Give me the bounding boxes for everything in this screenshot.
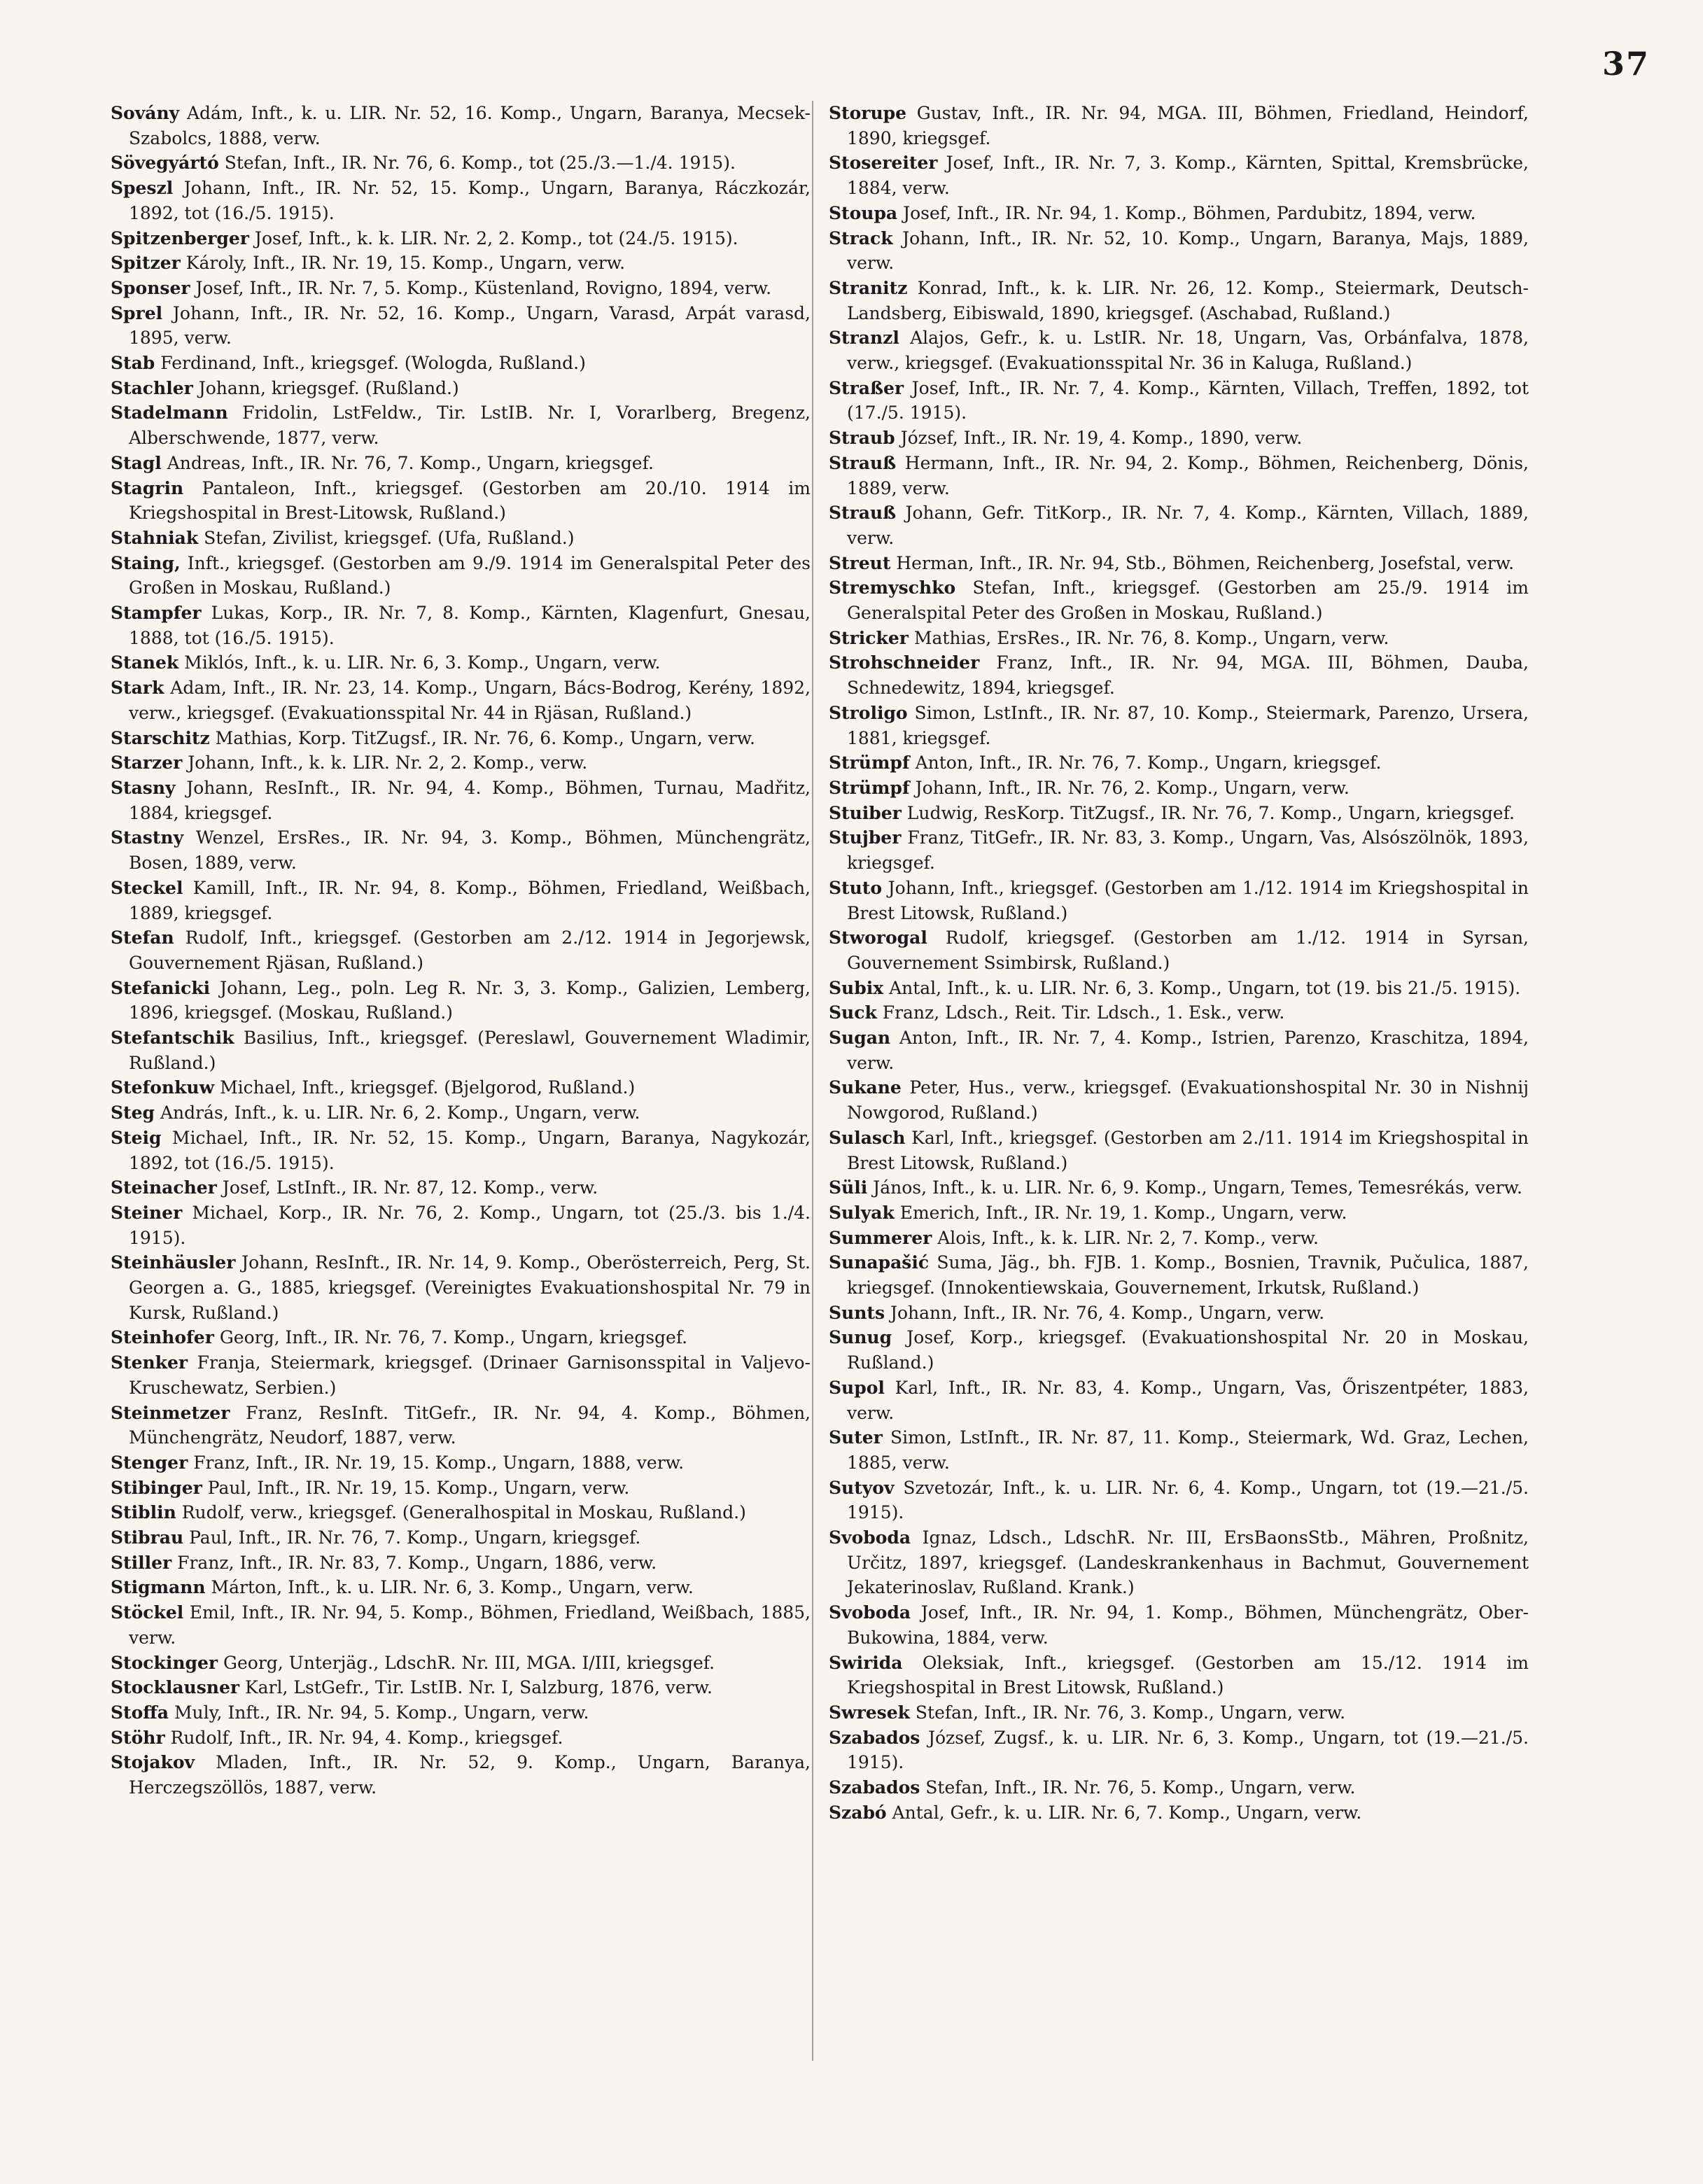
list-item [829, 750, 1529, 776]
list-item [111, 1126, 811, 1175]
entry-surname: Stasny [111, 777, 176, 798]
entry-details: Konrad, Inft., k. k. LIR. Nr. 26, 12. Komp., Steiermark, Deutsch-Landsberg, Eibiswald, 1890, kriegsgef. (Aschabad, Rußland.) [847, 277, 1529, 323]
list-item [111, 1026, 811, 1075]
list-item [111, 276, 811, 301]
right-column [829, 101, 1529, 1826]
entry-surname: Stujber [829, 827, 902, 848]
list-item [829, 551, 1529, 576]
entry-details: Johann, Inft., IR. Nr. 52, 16. Komp., Ungarn, Varasd, Arpát varasd, 1895, verw. [129, 302, 811, 349]
page-number: 37 [1602, 45, 1650, 83]
list-item [111, 825, 811, 875]
list-item [829, 326, 1529, 375]
list-item [111, 526, 811, 551]
entry-surname: Stenker [111, 1352, 188, 1373]
list-item [111, 925, 811, 975]
entry-surname: Stocklausner [111, 1677, 240, 1698]
entry-details: Rudolf, Inft., kriegsgef. (Gestorben am 2./12. 1914 in Jegorjewsk, Gouvernement Rjäsan, Rußland.) [129, 927, 811, 973]
entry-surname: Starschitz [111, 727, 210, 748]
entry-details: Stefan, Zivilist, kriegsgef. (Ufa, Rußland.) [198, 527, 575, 548]
list-item [111, 376, 811, 401]
list-item [111, 150, 811, 176]
entry-surname: Stockinger [111, 1652, 218, 1673]
entry-details: Antal, Inft., k. u. LIR. Nr. 6, 3. Komp., Ungarn, tot (19. bis 21./5. 1915). [883, 977, 1521, 998]
entry-surname: Stastny [111, 827, 184, 848]
list-item [111, 1525, 811, 1550]
entry-details: József, Inft., IR. Nr. 19, 4. Komp., 1890, verw. [895, 428, 1303, 449]
entry-details: Johann, Inft., k. k. LIR. Nr. 2, 2. Komp., verw. [182, 752, 588, 774]
entry-surname: Stranzl [829, 328, 899, 349]
entry-surname: Strohschneider [829, 652, 980, 673]
entry-details: Josef, Korp., kriegsgef. (Evakuationshospital Nr. 20 in Moskau, Rußland.) [847, 1327, 1529, 1373]
entry-details: Stefan, Inft., IR. Nr. 76, 3. Komp., Ungarn, verw. [909, 1702, 1346, 1723]
entry-surname: Stachler [111, 377, 193, 398]
entry-surname: Strauß [829, 503, 897, 524]
entry-surname: Sunug [829, 1327, 892, 1348]
entry-surname: Subix [829, 977, 884, 998]
list-item [111, 301, 811, 351]
entry-surname: Straßer [829, 377, 904, 398]
list-item [111, 1075, 811, 1100]
entry-surname: Spitzer [111, 253, 181, 274]
list-item [111, 1575, 811, 1600]
entry-details: Rudolf, verw., kriegsgef. (Generalhospital in Moskau, Rußland.) [176, 1502, 746, 1523]
entry-surname: Svoboda [829, 1527, 911, 1548]
list-item [111, 1450, 811, 1476]
entry-surname: Steig [111, 1127, 162, 1148]
list-item [829, 825, 1529, 875]
entry-details: Johann, ResInft., IR. Nr. 14, 9. Komp., Oberösterreich, Perg, St. Georgen a. G., 1885, kriegsgef. (Vereinigtes Evakuationshospital Nr. 79 in Kursk, Rußland.) [129, 1252, 811, 1323]
entry-surname: Speszl [111, 178, 174, 199]
entry-surname: Szabó [829, 1802, 887, 1823]
entry-details: Pantaleon, Inft., kriegsgef. (Gestorben am 20./10. 1914 im Kriegshospital in Brest-Litowsk, Rußland.) [129, 477, 811, 524]
entry-details: Wenzel, ErsRes., IR. Nr. 94, 3. Komp., Böhmen, Münchengrätz, Bosen, 1889, verw. [129, 827, 811, 874]
entry-surname: Supol [829, 1377, 885, 1398]
entry-surname: Stroligo [829, 702, 908, 723]
entry-details: Kamill, Inft., IR. Nr. 94, 8. Komp., Böhmen, Friedland, Weißbach, 1889, kriegsgef. [129, 877, 811, 923]
entry-surname: Steinhäusler [111, 1252, 236, 1273]
entry-details: Josef, LstInft., IR. Nr. 87, 12. Komp., verw. [216, 1177, 598, 1198]
entry-details: József, Zugsf., k. u. LIR. Nr. 6, 3. Komp., Ungarn, tot (19.—21./5. 1915). [847, 1727, 1529, 1773]
list-item [829, 1651, 1529, 1700]
entry-details: Ferdinand, Inft., kriegsgef. (Wologda, Rußland.) [155, 353, 586, 374]
entry-details: Franz, Inft., IR. Nr. 83, 7. Komp., Ungarn, 1886, verw. [171, 1552, 657, 1573]
list-item [111, 1175, 811, 1200]
list-item [111, 251, 811, 276]
entry-surname: Streut [829, 552, 891, 573]
entry-surname: Suck [829, 1002, 877, 1023]
list-item [111, 476, 811, 526]
entry-surname: Strümpf [829, 752, 910, 774]
entry-details: Inft., kriegsgef. (Gestorben am 9./9. 1914 im Generalspital Peter des Großen in Moskau, Rußland.) [129, 552, 811, 598]
list-item [829, 650, 1529, 700]
list-item [111, 1726, 811, 1751]
list-item [829, 1425, 1529, 1475]
list-item [829, 1525, 1529, 1600]
list-item [829, 976, 1529, 1001]
entry-details: András, Inft., k. u. LIR. Nr. 6, 2. Komp., Ungarn, verw. [155, 1102, 640, 1124]
entry-surname: Stosereiter [829, 153, 938, 174]
list-item [111, 1476, 811, 1501]
entry-surname: Stark [111, 678, 164, 699]
entry-surname: Stiblin [111, 1502, 176, 1523]
entry-details: Johann, Gefr. TitKorp., IR. Nr. 7, 4. Komp., Kärnten, Villach, 1889, verw. [847, 503, 1529, 548]
entry-details: Franz, ResInft. TitGefr., IR. Nr. 94, 4. Komp., Böhmen, Münchengrätz, Neudorf, 1887, verw. [129, 1402, 811, 1448]
entry-surname: Stigmann [111, 1577, 206, 1598]
entry-surname: Stuto [829, 877, 883, 898]
list-item [829, 1600, 1529, 1650]
list-item [829, 150, 1529, 200]
list-item [829, 1226, 1529, 1251]
list-item [111, 650, 811, 676]
entry-details: Johann, kriegsgef. (Rußland.) [192, 377, 459, 398]
entry-surname: Steckel [111, 877, 183, 898]
entry-details: Mathias, Korp. TitZugsf., IR. Nr. 76, 6. Komp., Ungarn, verw. [209, 727, 755, 748]
entry-surname: Sulasch [829, 1127, 906, 1148]
entry-details: Herman, Inft., IR. Nr. 94, Stb., Böhmen, Reichenberg, Josefstal, verw. [890, 552, 1515, 573]
list-item [111, 1325, 811, 1350]
entry-details: Karl, LstGefr., Tir. LstIB. Nr. I, Salzburg, 1876, verw. [239, 1677, 713, 1698]
entry-details: Adam, Inft., IR. Nr. 23, 14. Komp., Ungarn, Bács-Bodrog, Kerény, 1892, verw., kriegsgef. (Evakuationsspital Nr. 44 in Rjäsan, Rußland.) [129, 678, 811, 723]
entry-details: Johann, Inft., IR. Nr. 76, 4. Komp., Ungarn, verw. [885, 1302, 1325, 1323]
list-item [111, 551, 811, 601]
entry-details: Rudolf, kriegsgef. (Gestorben am 1./12. 1914 in Syrsan, Gouvernement Ssimbirsk, Rußland.) [847, 927, 1529, 973]
list-item [829, 925, 1529, 975]
entry-surname: Stöhr [111, 1727, 165, 1748]
list-item [829, 500, 1529, 550]
entry-surname: Stoupa [829, 202, 898, 223]
list-item [829, 1700, 1529, 1726]
entry-surname: Stenger [111, 1452, 188, 1473]
entry-surname: Sulyak [829, 1202, 895, 1223]
entry-details: Franz, Ldsch., Reit. Tir. Ldsch., 1. Esk., verw. [876, 1002, 1285, 1023]
entry-details: Emerich, Inft., IR. Nr. 19, 1. Komp., Ungarn, verw. [894, 1202, 1347, 1223]
entry-surname: Stremyschko [829, 578, 956, 598]
list-item [111, 1401, 811, 1450]
entry-surname: Stiller [111, 1552, 172, 1573]
entry-details: Miklós, Inft., k. u. LIR. Nr. 6, 3. Komp., Ungarn, verw. [178, 652, 661, 673]
entry-surname: Stöckel [111, 1602, 184, 1623]
list-item [829, 1476, 1529, 1525]
entry-details: Michael, Inft., kriegsgef. (Bjelgorod, Rußland.) [214, 1077, 636, 1098]
list-item [829, 376, 1529, 426]
entry-surname: Stampfer [111, 603, 202, 624]
entry-details: Simon, LstInft., IR. Nr. 87, 10. Komp., Steiermark, Parenzo, Ursera, 1881, kriegsgef. [847, 702, 1529, 748]
list-item [111, 776, 811, 825]
list-item [829, 1075, 1529, 1125]
list-item [111, 1750, 811, 1800]
list-item [111, 101, 811, 150]
list-item [111, 1100, 811, 1126]
entry-details: Josef, Inft., IR. Nr. 94, 1. Komp., Böhmen, Pardubitz, 1894, verw. [897, 202, 1476, 223]
entry-surname: Straub [829, 428, 895, 449]
entry-surname: Storupe [829, 103, 907, 123]
entry-details: Adám, Inft., k. u. LIR. Nr. 52, 16. Komp., Ungarn, Baranya, Mecsek-Szabolcs, 1888, verw. [129, 103, 811, 148]
entry-details: Szvetozár, Inft., k. u. LIR. Nr. 6, 4. Komp., Ungarn, tot (19.—21./5. 1915). [847, 1477, 1529, 1523]
entry-details: Johann, ResInft., IR. Nr. 94, 4. Komp., Böhmen, Turnau, Madřitz, 1884, kriegsgef. [129, 777, 811, 823]
entry-details: Muly, Inft., IR. Nr. 94, 5. Komp., Ungarn, verw. [169, 1702, 589, 1723]
column-divider [812, 101, 813, 2061]
entry-surname: Steinacher [111, 1177, 217, 1198]
entry-surname: Stricker [829, 627, 909, 648]
entry-surname: Suter [829, 1427, 883, 1448]
entry-details: Franz, Inft., IR. Nr. 19, 15. Komp., Ungarn, 1888, verw. [188, 1452, 685, 1473]
entry-details: Josef, Inft., IR. Nr. 7, 5. Komp., Küstenland, Rovigno, 1894, verw. [190, 277, 772, 298]
list-item [111, 226, 811, 251]
list-item [829, 1726, 1529, 1775]
list-item [111, 876, 811, 925]
entry-surname: Swirida [829, 1652, 903, 1673]
list-item [829, 1250, 1529, 1300]
list-item [829, 701, 1529, 750]
list-item [829, 1000, 1529, 1026]
entry-surname: Steg [111, 1102, 155, 1124]
entry-surname: Sövegyártó [111, 153, 219, 174]
list-item [111, 1350, 811, 1400]
entry-details: Lukas, Korp., IR. Nr. 7, 8. Komp., Kärnten, Klagenfurt, Gnesau, 1888, tot (16./5. 1915). [129, 603, 811, 648]
entry-details: Johann, Leg., poln. Leg R. Nr. 3, 3. Komp., Galizien, Lemberg, 1896, kriegsgef. (Moskau, Rußland.) [129, 977, 811, 1023]
list-item [829, 801, 1529, 826]
entry-surname: Stoffa [111, 1702, 169, 1723]
entry-surname: Süli [829, 1177, 868, 1198]
entry-surname: Stworogal [829, 927, 927, 948]
list-item [829, 226, 1529, 276]
entry-details: Franz, Inft., IR. Nr. 94, MGA. III, Böhmen, Dauba, Schnedewitz, 1894, kriegsgef. [847, 652, 1529, 699]
entry-details: Paul, Inft., IR. Nr. 76, 7. Komp., Ungarn, kriegsgef. [183, 1527, 641, 1548]
list-item [829, 1800, 1529, 1826]
entry-surname: Sunts [829, 1302, 885, 1323]
list-item [111, 451, 811, 476]
entry-details: Andreas, Inft., IR. Nr. 76, 7. Komp., Ungarn, kriegsgef. [161, 452, 654, 473]
entry-details: Peter, Hus., verw., kriegsgef. (Evakuationshospital Nr. 30 in Nishnij Nowgorod, Rußland.) [847, 1077, 1529, 1124]
entry-surname: Sugan [829, 1028, 891, 1049]
entry-surname: Stahniak [111, 527, 199, 548]
entry-details: Alajos, Gefr., k. u. LstIR. Nr. 18, Ungarn, Vas, Orbánfalva, 1878, verw., kriegsgef. (Evakuationsspital Nr. 36 in Kaluga, Rußland.) [847, 328, 1529, 374]
entry-details: Károly, Inft., IR. Nr. 19, 15. Komp., Ungarn, verw. [180, 253, 626, 274]
entry-surname: Stefanicki [111, 977, 211, 998]
list-item [829, 876, 1529, 925]
entry-details: Mathias, ErsRes., IR. Nr. 76, 8. Komp., Ungarn, verw. [908, 627, 1389, 648]
entry-surname: Stojakov [111, 1752, 195, 1773]
list-item [829, 626, 1529, 651]
entry-surname: Staing, [111, 552, 181, 573]
list-item [829, 276, 1529, 326]
list-item [111, 1700, 811, 1726]
entry-surname: Sunapašić [829, 1252, 930, 1273]
entry-surname: Stagl [111, 452, 162, 473]
entry-details: Paul, Inft., IR. Nr. 19, 15. Komp., Ungarn, verw. [202, 1477, 630, 1498]
list-item [111, 976, 811, 1026]
entry-details: Josef, Inft., k. k. LIR. Nr. 2, 2. Komp., tot (24./5. 1915). [248, 227, 738, 248]
entry-details: Ludwig, ResKorp. TitZugsf., IR. Nr. 76, 7. Komp., Ungarn, kriegsgef. [901, 802, 1515, 823]
entry-surname: Stibinger [111, 1477, 202, 1498]
list-item [829, 201, 1529, 226]
entry-surname: Steinhofer [111, 1327, 214, 1348]
entry-surname: Steinmetzer [111, 1402, 230, 1423]
list-item [111, 1651, 811, 1676]
entry-details: Michael, Korp., IR. Nr. 76, 2. Komp., Ungarn, tot (25./3. bis 1./4. 1915). [129, 1202, 811, 1248]
list-item [111, 1600, 811, 1650]
list-item [111, 1675, 811, 1700]
entry-details: Fridolin, LstFeldw., Tir. LstIB. Nr. I, Vorarlberg, Bregenz, Alberschwende, 1877, verw. [129, 402, 811, 449]
entry-surname: Stadelmann [111, 402, 228, 424]
entry-details: Gustav, Inft., IR. Nr. 94, MGA. III, Böhmen, Friedland, Heindorf, 1890, kriegsgef. [847, 103, 1529, 148]
list-item [829, 1175, 1529, 1200]
list-item [829, 1775, 1529, 1800]
entry-surname: Stagrin [111, 477, 184, 498]
entry-details: Georg, Unterjäg., LdschR. Nr. III, MGA. I/III, kriegsgef. [218, 1652, 715, 1673]
entry-details: Rudolf, Inft., IR. Nr. 94, 4. Komp., kriegsgef. [164, 1727, 563, 1748]
list-item [829, 1200, 1529, 1226]
list-item [111, 750, 811, 776]
list-item [111, 726, 811, 751]
list-item [111, 1200, 811, 1250]
entry-surname: Spitzenberger [111, 227, 249, 248]
entry-details: Franja, Steiermark, kriegsgef. (Drinaer Garnisonsspital in Valjevo-Kruschewatz, Serbien.) [129, 1352, 811, 1398]
entry-details: Márton, Inft., k. u. LIR. Nr. 6, 3. Komp., Ungarn, verw. [205, 1577, 694, 1598]
entry-details: János, Inft., k. u. LIR. Nr. 6, 9. Komp., Ungarn, Temes, Temesrékás, verw. [867, 1177, 1522, 1198]
entry-details: Josef, Inft., IR. Nr. 94, 1. Komp., Böhmen, Münchengrätz, Ober-Bukowina, 1884, verw. [847, 1602, 1529, 1648]
entry-surname: Stefan [111, 927, 174, 948]
list-item [111, 351, 811, 376]
entry-surname: Stibrau [111, 1527, 184, 1548]
list-item [829, 1325, 1529, 1375]
entry-details: Johann, Inft., IR. Nr. 52, 15. Komp., Ungarn, Baranya, Ráczkozár, 1892, tot (16./5. 1915). [129, 178, 811, 223]
list-item [829, 426, 1529, 451]
entry-details: Alois, Inft., k. k. LIR. Nr. 2, 7. Komp., verw. [932, 1227, 1319, 1248]
entry-details: Georg, Inft., IR. Nr. 76, 7. Komp., Ungarn, kriegsgef. [213, 1327, 688, 1348]
list-item [111, 1550, 811, 1576]
entry-details: Basilius, Inft., kriegsgef. (Pereslawl, Gouvernement Wladimir, Rußland.) [129, 1028, 811, 1073]
list-item [111, 1500, 811, 1525]
list-item [111, 676, 811, 725]
entry-details: Antal, Gefr., k. u. LIR. Nr. 6, 7. Komp., Ungarn, verw. [886, 1802, 1362, 1823]
entry-surname: Strümpf [829, 777, 910, 798]
list-item [829, 776, 1529, 801]
entry-surname: Sutyov [829, 1477, 895, 1498]
entry-surname: Szabados [829, 1777, 920, 1798]
entry-details: Karl, Inft., IR. Nr. 83, 4. Komp., Ungarn, Vas, Őriszentpéter, 1883, verw. [847, 1377, 1529, 1423]
list-item [829, 451, 1529, 500]
entry-surname: Stranitz [829, 277, 908, 298]
entry-details: Stefan, Inft., kriegsgef. (Gestorben am 25./9. 1914 im Generalspital Peter des Großen in Moskau, Rußland.) [847, 578, 1529, 624]
entry-details: Ignaz, Ldsch., LdschR. Nr. III, ErsBaonsStb., Mähren, Proßnitz, Určitz, 1897, kriegsgef. (Landeskrankenhaus in Bachmut, Gouvernement Jekaterinoslav, Rußland. Krank.) [847, 1527, 1529, 1598]
entry-surname: Strauß [829, 452, 897, 473]
entry-surname: Summerer [829, 1227, 932, 1248]
entry-details: Johann, Inft., IR. Nr. 52, 10. Komp., Ungarn, Baranya, Majs, 1889, verw. [847, 227, 1529, 274]
entry-surname: Starzer [111, 752, 183, 774]
entry-details: Johann, Inft., IR. Nr. 76, 2. Komp., Ungarn, verw. [909, 777, 1350, 798]
entry-surname: Sponser [111, 277, 190, 298]
entry-details: Franz, TitGefr., IR. Nr. 83, 3. Komp., Ungarn, Vas, Alsószölnök, 1893, kriegsgef. [847, 827, 1529, 874]
entry-details: Josef, Inft., IR. Nr. 7, 4. Komp., Kärnten, Villach, Treffen, 1892, tot (17./5. 1915). [847, 377, 1529, 424]
entry-details: Emil, Inft., IR. Nr. 94, 5. Komp., Böhmen, Friedland, Weißbach, 1885, verw. [129, 1602, 811, 1648]
entry-details: Josef, Inft., IR. Nr. 7, 3. Komp., Kärnten, Spittal, Kremsbrücke, 1884, verw. [847, 153, 1529, 199]
list-item [829, 1026, 1529, 1075]
entry-surname: Stefonkuw [111, 1077, 215, 1098]
left-column [111, 101, 811, 1800]
entry-surname: Steiner [111, 1202, 183, 1223]
entry-surname: Stuiber [829, 802, 902, 823]
entry-details: Stefan, Inft., IR. Nr. 76, 6. Komp., tot (25./3.—1./4. 1915). [218, 153, 736, 174]
list-item [111, 176, 811, 225]
entry-surname: Sprel [111, 302, 163, 323]
list-item [829, 575, 1529, 625]
entry-surname: Svoboda [829, 1602, 911, 1623]
list-item [111, 601, 811, 650]
entry-surname: Stanek [111, 652, 179, 673]
list-item [829, 1376, 1529, 1425]
entry-details: Mladen, Inft., IR. Nr. 52, 9. Komp., Ungarn, Baranya, Herczegszöllös, 1887, verw. [129, 1752, 811, 1798]
entry-details: Stefan, Inft., IR. Nr. 76, 5. Komp., Ungarn, verw. [920, 1777, 1356, 1798]
entry-surname: Swresek [829, 1702, 910, 1723]
entry-details: Karl, Inft., kriegsgef. (Gestorben am 2./11. 1914 im Kriegshospital in Brest Litowsk, Rußland.) [847, 1127, 1529, 1173]
entry-surname: Strack [829, 227, 893, 248]
entry-details: Michael, Inft., IR. Nr. 52, 15. Komp., Ungarn, Baranya, Nagykozár, 1892, tot (16./5. 1915). [129, 1127, 811, 1173]
entry-surname: Sovány [111, 103, 180, 123]
entry-details: Johann, Inft., kriegsgef. (Gestorben am 1./12. 1914 im Kriegshospital in Brest Litowsk, Rußland.) [847, 877, 1529, 923]
entry-surname: Stefantschik [111, 1028, 234, 1049]
entry-details: Anton, Inft., IR. Nr. 76, 7. Komp., Ungarn, kriegsgef. [909, 752, 1382, 774]
entry-details: Suma, Jäg., bh. FJB. 1. Komp., Bosnien, Travnik, Pučulica, 1887, kriegsgef. (Innokentiewskaia, Gouvernement, Irkutsk, Rußland.) [847, 1252, 1529, 1298]
list-item [111, 400, 811, 450]
entry-surname: Sukane [829, 1077, 902, 1098]
entry-details: Hermann, Inft., IR. Nr. 94, 2. Komp., Böhmen, Reichenberg, Dönis, 1889, verw. [847, 452, 1529, 498]
entry-surname: Stab [111, 353, 155, 374]
entry-details: Simon, LstInft., IR. Nr. 87, 11. Komp., Steiermark, Wd. Graz, Lechen, 1885, verw. [847, 1427, 1529, 1473]
list-item [829, 101, 1529, 150]
entry-surname: Szabados [829, 1727, 920, 1748]
list-item [111, 1250, 811, 1325]
entry-details: Oleksiak, Inft., kriegsgef. (Gestorben am 15./12. 1914 im Kriegshospital in Brest Litowsk, Rußland.) [847, 1652, 1529, 1698]
entry-details: Anton, Inft., IR. Nr. 7, 4. Komp., Istrien, Parenzo, Kraschitza, 1894, verw. [847, 1028, 1529, 1073]
list-item [829, 1301, 1529, 1326]
list-item [829, 1126, 1529, 1175]
